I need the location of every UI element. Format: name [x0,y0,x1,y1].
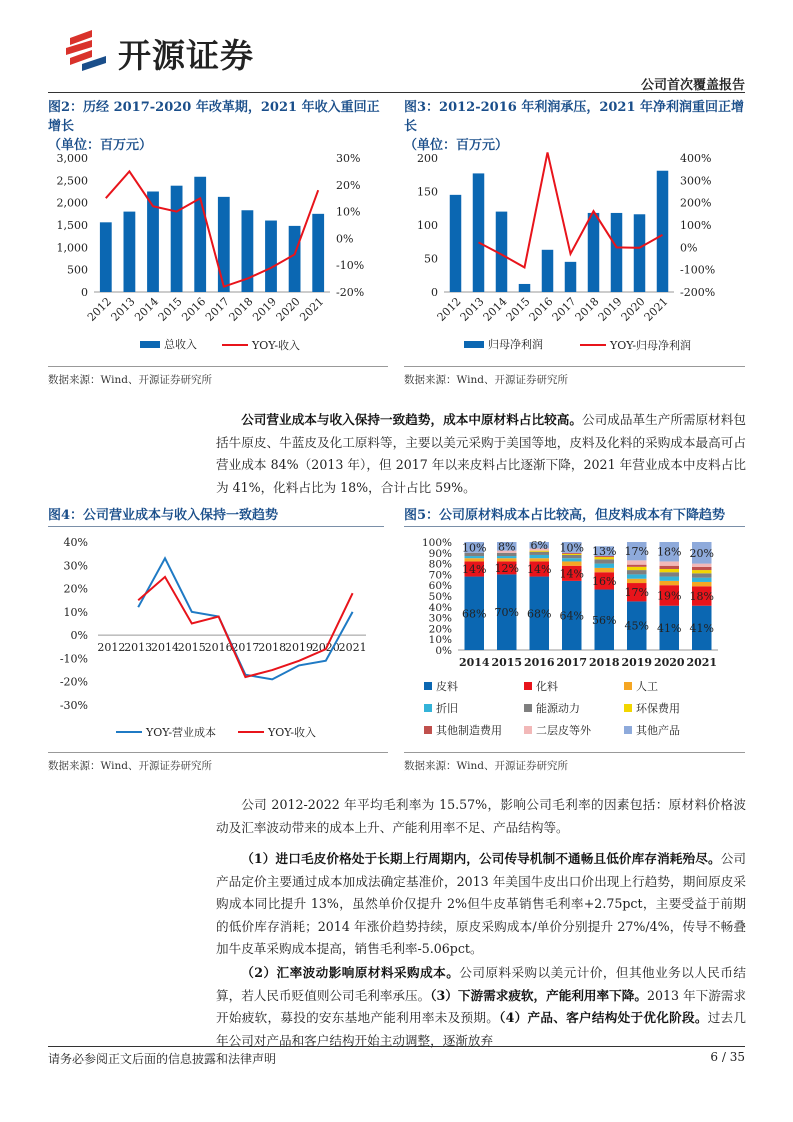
fig3-y-left-tick: 200 [417,152,438,165]
fig5-bar-segment [562,561,582,565]
fig4-x-tick: 2016 [204,641,233,655]
fig5-bar-segment [660,561,680,565]
fig5-divider [404,752,745,753]
fig5-y-tick: 50% [428,591,452,603]
fig4-source: 数据来源：Wind、开源证券研究所 [48,760,212,772]
fig3-bar [542,250,554,292]
fig5-data-label: 14% [527,563,552,576]
fig4-x-tick: 2017 [231,641,260,655]
fig5-bar-segment [497,558,517,561]
fig5-x-tick: 2015 [491,656,523,669]
paragraph-cost-trend [216,409,746,499]
fig3-bar [588,213,600,292]
fig5-y-tick: 90% [428,547,452,560]
fig5-legend-swatch [424,704,432,712]
paragraph-gross-margin: 公司 2012-2022 年平均毛利率为 15.57%，影响公司毛利率的因素包括：原材料价格波动及汇率波动带来的成本上升、产能利用率不足、产品结构等。 [216,797,746,835]
fig5-legend-swatch [524,682,532,690]
fig2-x-tick: 2014 [132,294,162,324]
paragraph-structure-body: 过去几年公司对产品和客户结构开始主动调整，逐渐放弃 [216,1010,747,1048]
fig5-data-label: 14% [559,567,584,581]
fig3-y-right-tick: 200% [680,196,712,210]
logo-text: 开源证券 [118,36,254,75]
fig5-bar-segment [692,567,712,570]
fig5-legend-swatch [424,682,432,690]
fig5-bar-segment [660,581,680,585]
fig3-x-tick: 2016 [526,294,556,324]
fig5-data-label: 14% [462,563,487,576]
fig5-data-label: 18% [689,590,714,603]
fig2-y-right-tick: 20% [336,178,361,192]
fig3-x-tick: 2015 [503,294,533,324]
fig3-divider [404,366,745,367]
fig2-y-right-tick: 30% [336,152,361,165]
fig3-source: 数据来源：Wind、开源证券研究所 [404,374,568,386]
fig5-legend-label: 能源动力 [536,702,580,715]
fig5-bar-segment [627,570,647,574]
fig2-chart [48,142,393,364]
fig5-legend-label: 其他产品 [636,724,680,737]
fig3-y-right-tick: -100% [680,263,716,277]
fig3-chart [404,142,749,364]
fig3-x-tick: 2020 [618,294,648,324]
fig5-bar-segment [627,560,647,564]
fig4-x-tick: 2020 [311,641,340,655]
fig2-bar [218,197,230,292]
fig2-x-tick: 2021 [297,294,327,324]
fig5-bar-segment [660,577,680,581]
fig2-y-left-tick: 2,500 [56,174,88,188]
paragraph-raw-material-lead: （1）进口毛皮价格处于长期上行周期内，公司传导机制不通畅且低价库存消耗殆尽。 [241,851,721,866]
fig5-bar-segment [660,569,680,572]
fig5-x-tick: 2018 [588,656,620,669]
fig2-y-left-tick: 1,000 [56,241,88,255]
fig3-bar [519,284,531,292]
paragraph-raw-material [216,848,746,961]
fig2-x-tick: 2018 [226,294,256,324]
paragraph-structure-lead: （4）产品、客户结构处于优化阶段。 [499,1010,708,1026]
fig5-bar-segment [660,566,680,569]
fig5-data-label: 10% [559,541,584,555]
fig5-bar-segment [465,558,485,561]
fig4-y-tick: 0% [70,629,88,643]
fig5-legend-swatch [624,682,632,690]
fig3-y-right-tick: 300% [680,174,712,188]
fig5-data-label: 45% [624,619,649,633]
fig2-x-tick: 2020 [273,294,303,324]
fig5-bar-segment [692,564,712,567]
fig2-y-left-tick: 0 [81,286,88,299]
fig5-y-tick: 70% [428,569,452,582]
fig4-x-tick: 2018 [258,641,287,655]
fig5-y-tick: 30% [428,612,452,625]
fig5-bar-segment [562,558,582,561]
fig5-y-tick: 0% [435,645,452,657]
fig4-legend-label-revenue: YOY-收入 [268,726,317,739]
fig2-bar [194,177,206,292]
fig2-y-right-tick: 0% [336,232,354,246]
paragraph-cost-trend-lead: 公司营业成本与收入保持一致趋势，成本中原材料占比较高。 [241,412,582,427]
fig5-source: 数据来源：Wind、开源证券研究所 [404,760,568,772]
fig2-y-left-tick: 1,500 [56,219,88,232]
paragraph-cost-trend-body: 公司成品革生产所需原材料包括牛原皮、牛蓝皮及化工原料等，主要以美元采购于美国等地，皮料及化料的采购成本最高可占营业成本 84%（2013 年），但 2017 年以来皮料占比逐渐下降，2021 年营业成本中皮料占比为 41%，化料占比为 18%，合计占比 59%。 [216,412,747,495]
fig3-x-tick: 2021 [641,294,671,324]
fig5-x-tick: 2017 [556,656,588,669]
fig5-data-label: 68% [527,607,552,621]
fig4-y-tick: 30% [63,559,88,573]
fig5-bar-segment [627,574,647,578]
fig3-y-right-tick: 100% [680,219,712,232]
fig5-bar-segment [562,555,582,558]
fig5-data-label: 68% [462,607,487,621]
fig5-data-label: 20% [689,546,714,560]
report-type: 公司首次覆盖报告 [640,78,745,93]
page-number: 6 / 35 [710,1050,745,1064]
fig2-y-right-tick: 10% [336,205,361,219]
fig5-bar-segment [627,579,647,583]
paragraph-demand-body: 2013 年下游需求开始疲软，募投的安东基地产能利用率未及预期。 [216,987,746,1026]
fig5-data-label: 19% [657,589,682,603]
fig4-divider [48,752,388,753]
fig3-x-tick: 2018 [572,294,602,324]
fig5-bar-segment [660,572,680,576]
fig4-legend-label-cost: YOY-营业成本 [146,726,217,739]
fig2-x-tick: 2017 [202,294,232,324]
fig2-source: 数据来源：Wind、开源证券研究所 [48,374,212,386]
fig5-legend-label: 化料 [536,680,558,693]
logo-mark-icon [62,28,112,74]
fig5-legend-label: 人工 [636,680,658,693]
fig4-chart [48,530,393,748]
fig5-data-label: 13% [592,545,617,559]
fig5-y-tick: 40% [428,601,452,614]
fig2-x-tick: 2013 [108,294,138,324]
fig2-bar [100,222,112,292]
fig5-title-text: 图5：公司原材料成本占比较高，但皮料成本有下降趋势 [404,508,726,523]
fig3-y-left-tick: 100 [417,219,438,232]
fig5-data-label: 41% [689,621,714,635]
company-logo [62,28,302,74]
fig5-y-tick: 80% [428,558,452,571]
fig3-y-left-tick: 150 [417,185,438,199]
fig2-legend-swatch-bar [140,341,160,348]
fig3-y-left-tick: 0 [431,286,438,299]
fig3-legend-label-line: YOY-归母净利润 [610,339,692,352]
fig5-legend-label: 环保费用 [636,702,680,715]
fig4-y-tick: 10% [63,605,88,619]
fig5-chart [404,530,749,748]
fig4-x-tick: 2015 [177,641,206,655]
fig3-x-tick: 2014 [480,294,510,324]
fig2-title-line2: （单位：百万元） [48,138,153,153]
fig5-data-label: 10% [462,541,487,555]
fig4-x-tick: 2021 [338,641,367,655]
fig3-legend-swatch-bar [464,341,484,348]
fig3-x-tick: 2017 [549,294,579,324]
fig2-divider [48,366,388,367]
fig2-bar [312,214,324,292]
fig5-legend-label: 折旧 [436,702,458,715]
fig5-bar-segment [692,582,712,586]
fig5-bar-segment [595,564,615,568]
fig5-bar-segment [595,568,615,572]
fig2-x-tick: 2019 [250,294,280,324]
fig5-data-label: 8% [498,540,516,554]
fig5-bar-segment [692,573,712,577]
fig5-legend-swatch [624,726,632,734]
paragraph-raw-material-body: 公司产品定价主要通过成本加成法确定基准价，2013 年美国牛皮出口价出现上行趋势，期间原皮采购成本同比提升 13%，虽然单价仅提升 2%但牛皮革销售毛利率+2.75pct，主要受益于前期的低价库存消耗；2014 年涨价趋势持续，原皮采购成本/单价分别提升 27%/4%，传导不畅叠加牛皮革采购成本提高，销售毛利率-5.06pct。 [216,851,747,957]
fig5-data-label: 70% [494,606,519,620]
fig3-legend-label-bar: 归母净利润 [488,338,543,351]
fig2-legend-label-line: YOY-收入 [252,339,301,352]
fig2-bar [265,221,277,292]
fig5-data-label: 16% [592,574,617,588]
fig2-y-left-tick: 500 [67,263,88,277]
paragraph-demand-lead: （3）下游需求疲软，产能利用率下降。 [430,987,647,1003]
fig5-y-tick: 10% [428,634,452,647]
fig5-bar-segment [465,556,485,558]
fig3-x-tick: 2013 [457,294,487,324]
fig5-legend-swatch [624,704,632,712]
fig5-legend-label: 皮料 [436,680,458,693]
fig2-x-tick: 2012 [84,294,114,324]
fig5-legend-label: 其他制造费用 [436,724,502,737]
fig5-y-tick: 60% [428,580,452,593]
fig5-bar-segment [692,570,712,573]
fig2-title-line1: 图2：历经 2017-2020 年改革期，2021 年收入重回正增长 [48,100,380,134]
fig4-y-tick: -10% [59,652,88,666]
fig3-y-right-tick: 400% [680,152,712,165]
fig5-data-label: 41% [657,621,682,635]
fig5-data-label: 17% [624,586,649,600]
fig4-x-tick: 2019 [285,641,313,655]
fig5-bar-segment [497,556,517,558]
fig5-data-label: 12% [494,561,519,575]
fig2-bar [171,186,183,292]
fig2-bar [289,226,301,292]
fig5-legend-swatch [524,704,532,712]
fig3-bar [450,195,462,292]
fig3-x-tick: 2012 [434,294,464,324]
fig3-bar [565,262,577,292]
fig5-data-label: 56% [592,613,617,627]
header-divider [48,92,745,93]
fig3-bar [657,171,669,292]
fig4-y-tick: 20% [63,582,88,596]
fig3-title-line1: 图3：2012-2016 年利润承压，2021 年净利润重回正增长 [404,100,745,134]
footer-disclaimer: 请务必参阅正文后面的信息披露和法律声明 [48,1052,277,1066]
fig5-y-tick: 20% [428,623,452,636]
footer-divider [48,1046,745,1047]
paragraph-fx-demand [216,962,746,1052]
fig5-y-tick: 100% [421,537,452,549]
paragraph-fx-body: 公司原料采购以美元计价，但其他业务以人民币结算，若人民币贬值则公司毛利率承压。 [216,965,747,1003]
fig4-x-tick: 2012 [97,641,126,655]
fig2-line-series [106,171,318,286]
fig2-y-right-tick: -20% [336,286,365,299]
fig5-data-label: 17% [624,545,649,559]
fig2-bar [124,212,136,292]
fig5-data-label: 6% [530,539,548,553]
paragraph-fx-lead: （2）汇率波动影响原材料采购成本。 [241,965,460,980]
fig3-y-left-tick: 50 [424,252,438,266]
fig5-bar-segment [595,559,615,563]
fig4-line-series [138,558,352,679]
fig3-bar [473,173,485,292]
fig3-bar [611,213,623,292]
fig4-x-tick: 2014 [151,641,179,655]
fig3-y-right-tick: 0% [680,241,698,255]
fig5-x-tick: 2019 [621,656,653,669]
fig5-legend-label: 二层皮等外 [536,724,591,737]
fig3-y-right-tick: -200% [680,286,716,299]
fig4-y-tick: -20% [59,675,88,689]
fig4-title-text: 图4：公司营业成本与收入保持一致趋势 [48,508,279,523]
fig3-bar [634,214,646,292]
fig5-x-tick: 2014 [458,656,490,669]
fig4-x-tick: 2013 [124,641,153,655]
fig2-y-left-tick: 2,000 [56,196,88,210]
fig5-legend-swatch [524,726,532,734]
fig5-bar-segment [627,567,647,570]
fig2-x-tick: 2015 [155,294,185,324]
fig5-legend-swatch [424,726,432,734]
fig5-x-tick: 2021 [686,656,718,669]
fig5-bar-segment [627,565,647,567]
fig5-bar-segment [692,578,712,582]
fig2-y-left-tick: 3,000 [56,152,88,165]
fig3-x-tick: 2019 [595,294,625,324]
fig5-bar-segment [530,555,550,558]
fig5-data-label: 64% [559,609,584,623]
fig2-y-right-tick: -10% [336,259,365,273]
fig5-bar-segment [530,558,550,561]
fig5-x-tick: 2016 [523,656,555,669]
fig5-title [404,506,749,525]
fig2-legend-label-bar: 总收入 [164,338,197,351]
fig3-title-line2: （单位：百万元） [404,138,509,153]
fig2-x-tick: 2016 [179,294,209,324]
fig5-data-label: 18% [657,545,682,559]
fig4-y-tick: 40% [63,536,88,549]
fig4-y-tick: -30% [59,699,88,712]
fig4-title [48,506,388,525]
fig5-x-tick: 2020 [653,656,685,669]
